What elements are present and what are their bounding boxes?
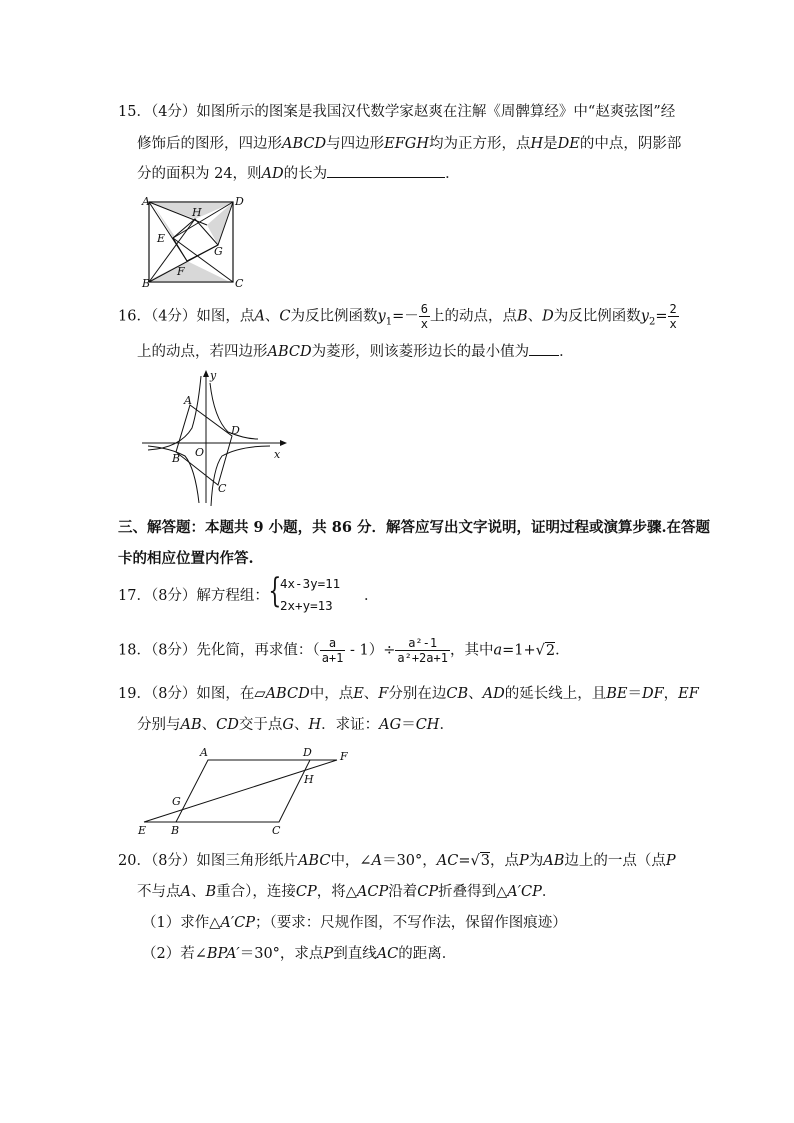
q15-figure: [140, 193, 245, 288]
q20-root: 3: [480, 853, 490, 869]
q18-root: 2: [545, 642, 556, 659]
q18-fraction-1: $\frac{a}{a+1}$: [321, 636, 344, 665]
q15-line-2: 修饰后的图形，四边形ABCD与四边形EFGH均为正方形，点H是DE的中点，阴影部: [137, 136, 682, 152]
q15-label-c: C: [235, 277, 244, 288]
q16-fraction-2: $\frac{2}{x}$: [669, 302, 677, 331]
q19-line-1: 19．（8分）如图，在▱ABCD中，点E、F分别在边CB、AD的延长线上，且BE＝DF，EF: [118, 686, 699, 702]
q15-shade-bottom: [148, 261, 228, 281]
q16-line-2: 上的动点，若四边形ABCD为菱形，则该菱形边长的最小值为 ．: [137, 344, 574, 360]
q16-curve-y1-upper: [148, 376, 201, 450]
q17-eq-2: 2x+y=13: [280, 598, 333, 613]
q20-sub-1: （1）求作△A′CP；（要求：尺规作图，不写作法，保留作图痕迹）: [142, 915, 567, 931]
q15-label-e: E: [157, 232, 166, 245]
q19-label-c: C: [272, 824, 281, 837]
q17-eq-1: 4x-3y=11: [280, 576, 341, 591]
q17-line: 17．（8分）解方程组：: [118, 588, 269, 604]
q15-line-1: 15．（4分）如图所示的图案是我国汉代数学家赵爽在注解《周髀算经》中“赵爽弦图”经: [118, 104, 676, 120]
q16-label-d: D: [231, 424, 240, 437]
q19-label-e: E: [138, 824, 147, 837]
q19-parallelogram: [176, 760, 310, 822]
q19-label-d: D: [303, 746, 312, 759]
q16-rhombus: [176, 405, 232, 485]
answer-blank: [327, 177, 445, 178]
q19-figure: [136, 744, 366, 838]
q18-fraction-2: $\frac{\text{a²-1}}{\text{a²+2a+1}}$: [397, 636, 448, 665]
q15-label-f: F: [177, 265, 185, 278]
q20-line-1: 20．（8分）如图三角形纸片ABC中，∠A＝30°，AC=√3，点P为AB边上的一点（点P: [118, 853, 676, 869]
q16-label-a: A: [184, 394, 192, 407]
q15-label-a: A: [142, 195, 150, 208]
q16-label-c: C: [218, 482, 227, 495]
q16-figure: [140, 368, 290, 508]
q19-label-h: H: [304, 773, 314, 786]
q20-sub-2: （2）若∠BPA′＝30°，求点P到直线AC的距离．: [142, 946, 457, 962]
q16-fraction-1: $\frac{6}{x}$: [420, 302, 428, 331]
q19-line-ef: [144, 760, 337, 822]
q20-line-2: 不与点A、B重合），连接CP，将△ACP沿着CP折叠得到△A′CP．: [137, 884, 557, 900]
q16-line-1: 16．（4分）如图，点A、C为反比例函数$y_1=-$ $\frac{6}{x}$ 上的动点，点B、D为反比例函数$y_2=$ $\frac{2}{x}$: [118, 302, 677, 331]
answer-blank: [529, 355, 559, 356]
q15-label-h: H: [192, 206, 202, 219]
section-3-heading: 三、解答题：本题共 9 小题，共 86 分．解答应写出文字说明，证明过程或演算步骤.在答题: [118, 519, 711, 536]
q15-label-d: D: [235, 195, 244, 208]
q15-label-b: B: [142, 277, 151, 288]
q17-brace: {: [268, 571, 282, 611]
q19-label-g: G: [172, 795, 181, 808]
section-3-heading-2: 卡的相应位置内作答.: [118, 550, 254, 567]
q17-end: ．: [364, 588, 379, 604]
q16-label-y: y: [210, 369, 217, 382]
q19-line-2: 分别与AB、CD交于点G、H．求证：AG＝CH．: [137, 717, 454, 733]
q19-label-a: A: [200, 746, 208, 759]
q16-label-o: O: [195, 446, 205, 459]
q18-line: 18．（8分）先化简，再求值：（ $\frac{a}{a+1}$ - 1）÷ $\frac{\text{a²-1}}{\text{a²+2a+1}}$ ，其中a=1+√2．: [118, 636, 570, 665]
q16-label-x: x: [274, 448, 281, 461]
q15-line-3: 分的面积为 24，则AD的长为 ．: [137, 166, 460, 182]
q16-label-b: B: [172, 452, 181, 465]
q16-curve-y1-lower: [211, 446, 270, 506]
q19-label-f: F: [340, 750, 348, 763]
q15-label-g: G: [214, 245, 223, 258]
q19-label-b: B: [171, 824, 180, 837]
